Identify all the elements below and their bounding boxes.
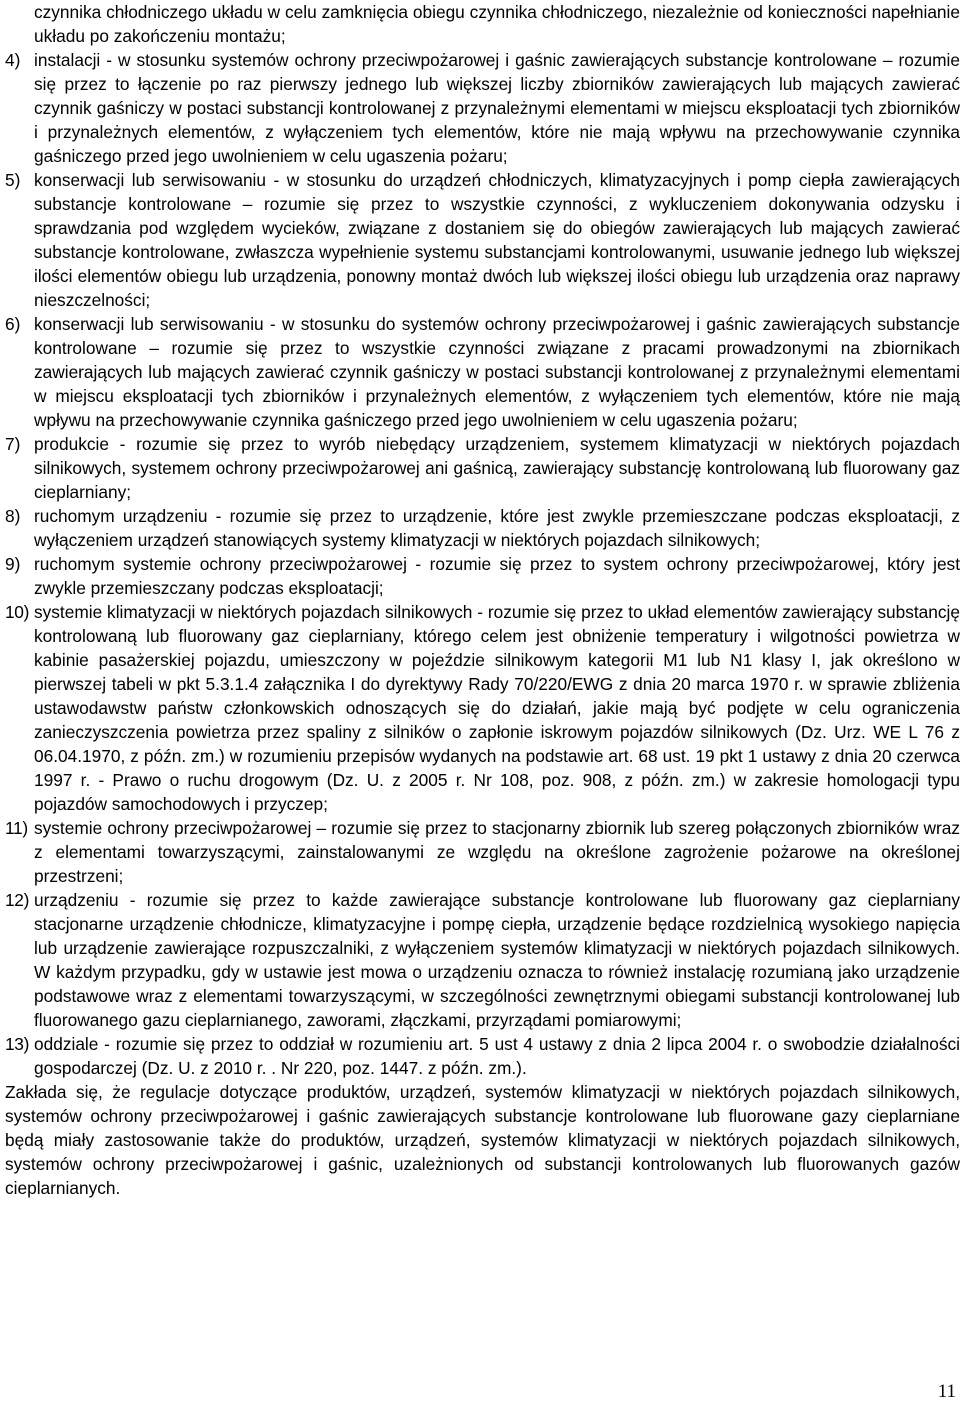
list-item-text: oddziale - rozumie się przez to oddział w rozumieniu art. 5 ust 4 ustawy z dnia 2 lipca 2004 r. o swobodzie działalności gospodarczej (Dz. U. z 2010 r. . Nr 220, poz. 1447. z późn. zm.). <box>34 1034 960 1078</box>
list-item-number: 10) <box>5 602 30 622</box>
list-item-number: 13) <box>5 1034 30 1054</box>
list-item-text: urządzeniu - rozumie się przez to każde zawierające substancje kontrolowane lub fluorowany gaz cieplarniany stacjonarne urządzenie chłodnicze, klimatyzacyjne i pompę ciepła, urządzenie będące rozdzielnicą wysokiego napięcia lub urządzenie zawierające rozpuszczalniki, z wyłączeniem systemów klimatyzacji w niektórych pojazdach silnikowych. W każdym przypadku, gdy w ustawie jest mowa o urządzeniu oznacza to również instalację rozumianą jako urządzenie podstawowe wraz z elementami towarzyszącymi, w szczególności zewnętrznymi obiegami substancji kontrolowanej lub fluorowanego gazu cieplarnianego, zaworami, złączkami, przyrządami pomiarowymi; <box>34 890 960 1030</box>
list-item-text: ruchomym urządzeniu - rozumie się przez to urządzenie, które jest zwykle przemieszczane podczas eksploatacji, z wyłączeniem urządzeń stanowiących systemy klimatyzacji w niektórych pojazdach silnikowych; <box>34 506 960 550</box>
list-item <box>5 432 960 504</box>
list-item <box>5 504 960 552</box>
list-item-text: systemie ochrony przeciwpożarowej – rozumie się przez to stacjonarny zbiornik lub szereg połączonych zbiorników wraz z elementami towarzyszącymi, zainstalowanymi ze względu na określone zagrożenie pożarowe na określonej przestrzeni; <box>34 818 960 886</box>
list-item-number: 5) <box>5 170 21 190</box>
list-item-text: konserwacji lub serwisowaniu - w stosunku do systemów ochrony przeciwpożarowej i gaśnic zawierających substancje kontrolowane – rozumie się przez to wszystkie czynności związane z pracami prowadzonymi na zbiornikach zawierających lub mających zawierać czynnik gaśniczy w postaci substancji kontrolowanej z przynależnymi elementami w miejscu eksploatacji tych zbiorników i przynależnych elementów, z wyłączeniem tych elementów, które nie mają wpływu na przechowywanie czynnika gaśniczego przed jego uwolnieniem w celu ugaszenia pożaru; <box>34 314 960 430</box>
list-item-text: ruchomym systemie ochrony przeciwpożarowej - rozumie się przez to system ochrony przeciwpożarowej, który jest zwykle przemieszczany podczas eksploatacji; <box>34 554 960 598</box>
list-item-text: produkcie - rozumie się przez to wyrób niebędący urządzeniem, systemem klimatyzacji w niektórych pojazdach silnikowych, systemem ochrony przeciwpożarowej ani gaśnicą, zawierający substancję kontrolowaną lub fluorowany gaz cieplarniany; <box>34 434 960 502</box>
list-item-number: 12) <box>5 890 30 910</box>
list-item <box>5 816 960 888</box>
list-item-number: 11) <box>5 818 28 838</box>
closing-paragraph: Zakłada się, że regulacje dotyczące produktów, urządzeń, systemów klimatyzacji w niektórych pojazdach silnikowych, systemów ochrony przeciwpożarowej i gaśnic zawierających substancje kontrolowane lub fluorowane gazy cieplarniane będą miały zastosowanie także do produktów, urządzeń, systemów klimatyzacji w niektórych pojazdach silnikowych, systemów ochrony przeciwpożarowej i gaśnic, uzależnionych od substancji kontrolowanych lub fluorowanych gazów cieplarnianych. <box>5 1082 960 1198</box>
page-number: 11 <box>937 1381 956 1402</box>
definitions-list <box>5 48 960 1080</box>
list-item <box>5 552 960 600</box>
list-item-text: konserwacji lub serwisowaniu - w stosunku do urządzeń chłodniczych, klimatyzacyjnych i pomp ciepła zawierających substancje kontrolowane – rozumie się przez to wszystkie czynności, z wykluczeniem dokonywania odzysku i sprawdzania pod względem wycieków, związane z dostaniem się do obiegów zawierających lub mających zawierać substancje kontrolowane, zwłaszcza wypełnienie systemu substancjami kontrolowanymi, usuwanie jednego lub większej ilości elementów obiegu lub urządzenia, ponowny montaż dwóch lub większej ilości obiegu lub urządzenia oraz naprawy nieszczelności; <box>34 170 960 310</box>
list-item <box>5 888 960 1032</box>
list-item <box>5 48 960 168</box>
list-item-number: 6) <box>5 314 21 334</box>
list-item <box>5 600 960 816</box>
intro-continuation: czynnika chłodniczego układu w celu zamknięcia obiegu czynnika chłodniczego, niezależnie od konieczności napełnianie układu po zakończeniu montażu; <box>34 2 960 46</box>
document-page <box>5 0 960 1200</box>
list-item-number: 7) <box>5 434 21 454</box>
list-item <box>5 1032 960 1080</box>
list-item-number: 4) <box>5 50 21 70</box>
list-item-number: 9) <box>5 554 21 574</box>
list-item-text: systemie klimatyzacji w niektórych pojazdach silnikowych - rozumie się przez to układ elementów zawierający substancję kontrolowaną lub fluorowany gaz cieplarniany, którego celem jest obniżenie temperatury i wilgotności powietrza w kabinie pasażerskiej pojazdu, umieszczony w pojeździe silnikowym kategorii M1 lub N1 klasy I, jak określono w pierwszej tabeli w pkt 5.3.1.4 załącznika I do dyrektywy Rady 70/220/EWG z dnia 20 marca 1970 r. w sprawie zbliżenia ustawodawstw państw członkowskich odnoszących się do działań, jakie mają być podjęte w celu ograniczenia zanieczyszczenia powietrza przez spaliny z silników o zapłonie iskrowym pojazdów silnikowych (Dz. Urz. WE L 76 z 06.04.1970, z późn. zm.) w rozumieniu przepisów wydanych na podstawie art. 68 ust. 19 pkt 1 ustawy z dnia 20 czerwca 1997 r. - Prawo o ruchu drogowym (Dz. U. z 2005 r. Nr 108, poz. 908, z późn. zm.) w zakresie homologacji typu pojazdów samochodowych i przyczep; <box>34 602 960 814</box>
list-item-number: 8) <box>5 506 21 526</box>
list-item <box>5 168 960 312</box>
list-item-text: instalacji - w stosunku systemów ochrony przeciwpożarowej i gaśnic zawierających substancje kontrolowane – rozumie się przez to łączenie po raz pierwszy jednego lub większej liczby zbiorników zawierających lub mających zawierać czynnik gaśniczy w postaci substancji kontrolowanej z przynależnymi elementami w miejscu eksploatacji tych zbiorników i przynależnych elementów, z wyłączeniem tych elementów, które nie mają wpływu na przechowywanie czynnika gaśniczego przed jego uwolnieniem w celu ugaszenia pożaru; <box>34 50 960 166</box>
list-item <box>5 312 960 432</box>
